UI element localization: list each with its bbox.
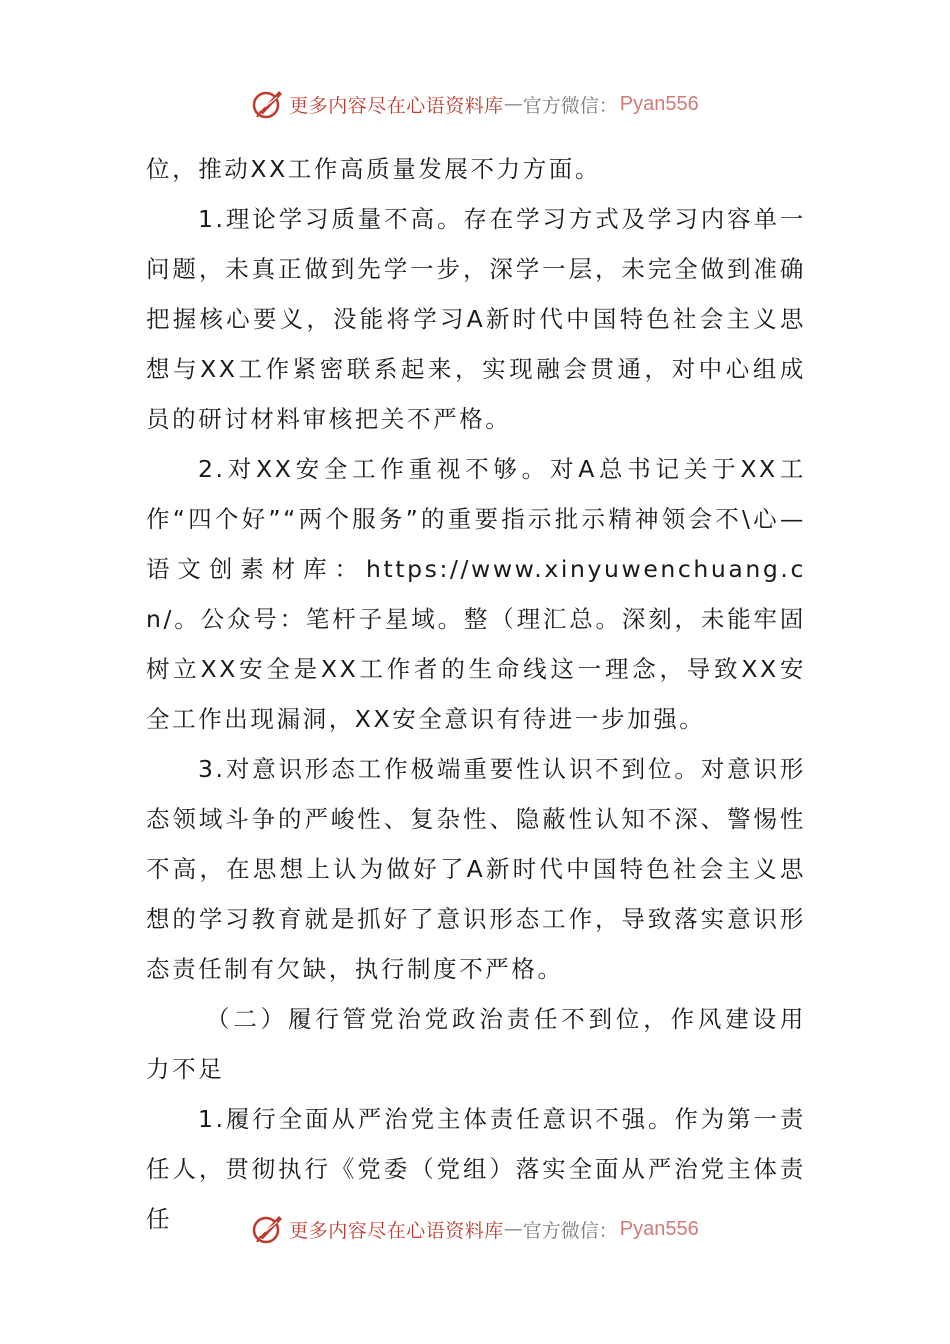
- watermark-site-text: 更多内容尽在心语资料库: [289, 94, 504, 117]
- watermark-official-label: 官方微信：: [522, 1219, 618, 1242]
- section-heading-2: （二）履行管党治党政治责任不到位，作风建设用力不足: [146, 1005, 806, 1083]
- watermark-wechat-id: Pyan556: [619, 1217, 699, 1240]
- quill-logo-icon: [251, 1212, 285, 1246]
- watermark-banner-bottom: [0, 1207, 950, 1251]
- paragraph-item-1: 1.理论学习质量不高。存在学习方式及学习内容单一问题，未真正做到先学一步，深学一层，未完全做到准确把握核心要义，没能将学习A新时代中国特色社会主义思想与XX工作紧密联系起来，实现融会贯通，对中心组成员的研讨材料审核把关不严格。: [146, 205, 806, 433]
- paragraph-item-3: 3.对意识形态工作极端重要性认识不到位。对意识形态领域斗争的严峻性、复杂性、隐蔽性认知不深、警惕性不高，在思想上认为做好了A新时代中国特色社会主义思想的学习教育就是抓好了意识形态工作，导致落实意识形态责任制有欠缺，执行制度不严格。: [146, 755, 806, 983]
- document-body: [146, 144, 806, 1244]
- watermark-wechat-id: Pyan556: [619, 92, 699, 115]
- paragraph-continuation: 位，推动XX工作高质量发展不力方面。: [146, 155, 601, 183]
- paragraph-subitem-1: 1.履行全面从严治党主体责任意识不强。作为第一责任人，贯彻执行《党委（党组）落实全面从严治党主体责任: [146, 1105, 806, 1233]
- watermark-separator: —: [503, 93, 523, 115]
- quill-logo-icon: [251, 87, 285, 121]
- watermark-banner-top: [0, 82, 950, 126]
- paragraph-item-2: 2.对XX安全工作重视不够。对A总书记关于XX工作“四个好”“两个服务”的重要指示批示精神领会不\心—语文创素材库：https://www.xinyuwenchuang.cn/。公众号：笔杆子星域。整（理汇总。深刻，未能牢固树立XX安全是XX工作者的生命线这一理念，导致XX安全工作出现漏洞，XX安全意识有待进一步加强。: [146, 455, 806, 733]
- watermark-official-label: 官方微信：: [522, 94, 618, 117]
- watermark-site-text: 更多内容尽在心语资料库: [289, 1219, 504, 1242]
- watermark-separator: —: [503, 1218, 523, 1240]
